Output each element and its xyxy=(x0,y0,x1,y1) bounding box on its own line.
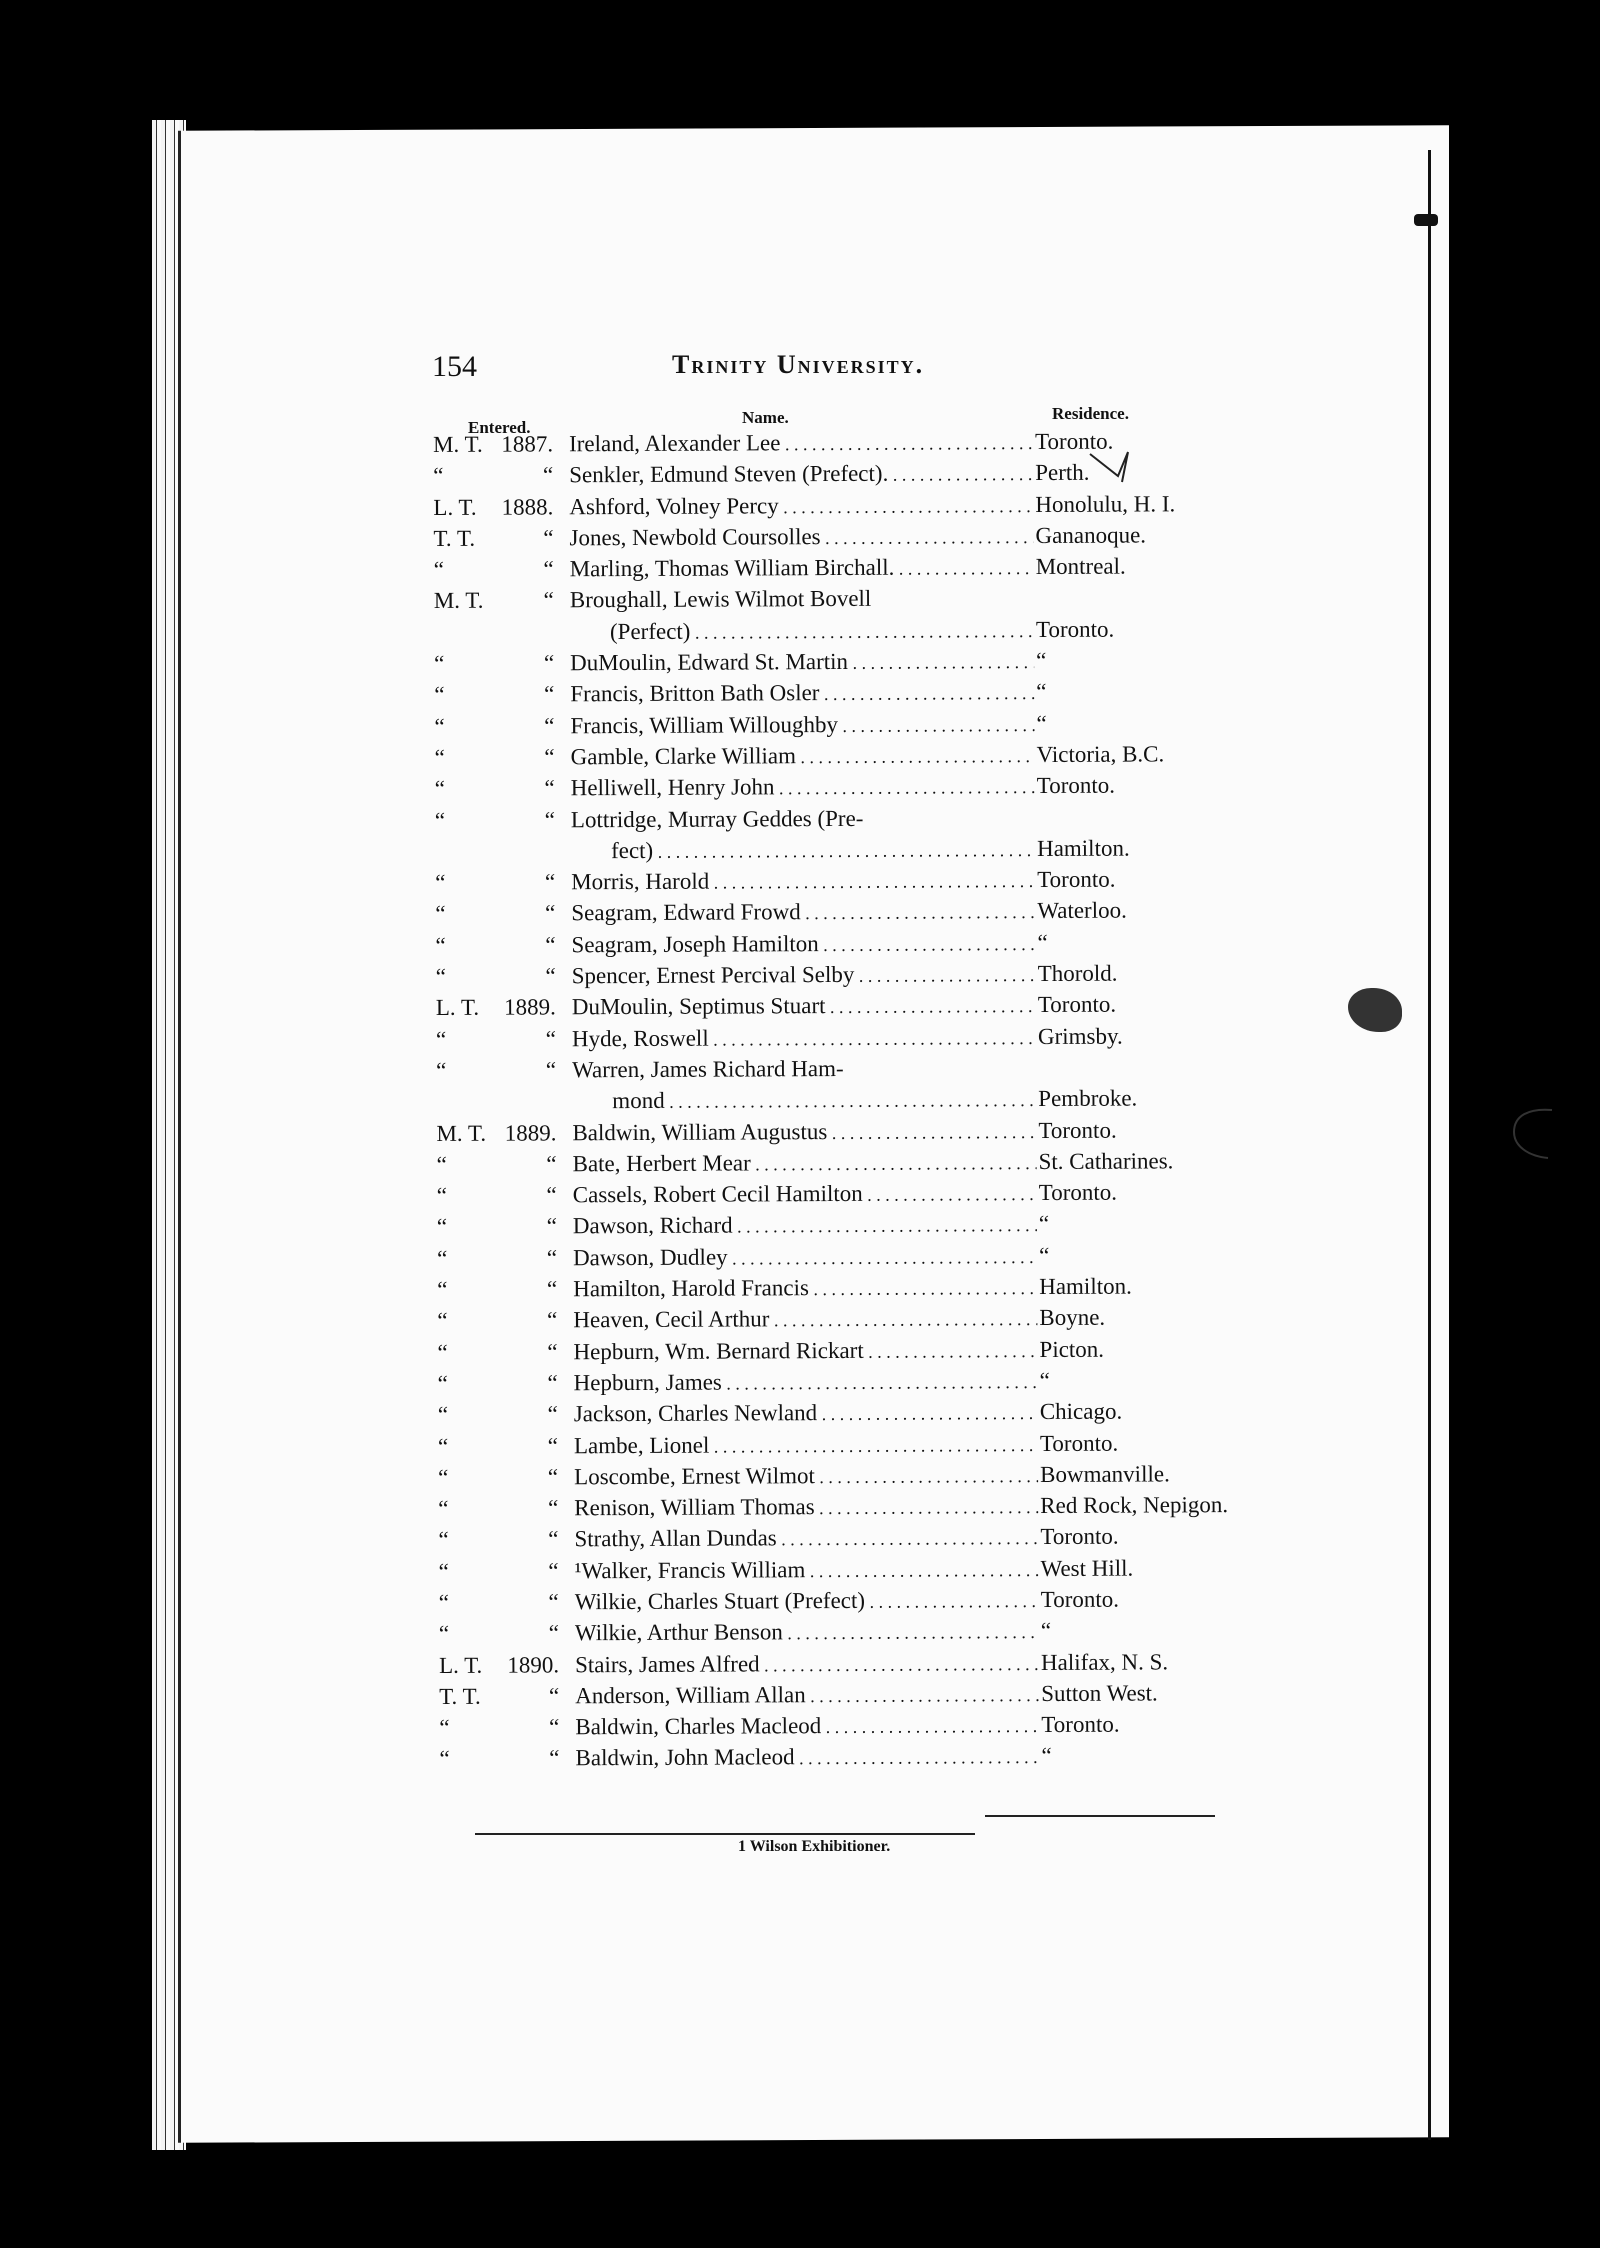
residence: Chicago. xyxy=(1039,1398,1123,1425)
student-name: Bate, Herbert Mear . . . xyxy=(573,1149,1037,1177)
entered-term: “ xyxy=(434,650,445,677)
table-row xyxy=(431,1680,1251,1715)
entered-term: “ xyxy=(439,1746,450,1772)
student-name: Marling, Thomas William Birchall. . . . xyxy=(570,554,1034,582)
entered-year: “ xyxy=(544,744,555,770)
entered-year: “ xyxy=(547,1464,559,1490)
entered-term: “ xyxy=(437,1308,448,1334)
residence: Toronto. xyxy=(1034,428,1114,455)
residence: Toronto. xyxy=(1040,1524,1119,1550)
table-row xyxy=(430,1367,1250,1402)
residence xyxy=(1035,824,1247,825)
table-row xyxy=(430,1461,1250,1496)
entered-term: “ xyxy=(435,1026,447,1052)
entered-year: “ xyxy=(547,1401,558,1427)
entered-term: T. T. xyxy=(439,1683,481,1709)
column-header-residence: Residence. xyxy=(1052,404,1129,423)
table-row xyxy=(430,1492,1250,1527)
table-row xyxy=(425,491,1245,526)
student-name: (Perfect) . . . xyxy=(570,617,1034,645)
entered-year: “ xyxy=(545,932,556,958)
entered-term: “ xyxy=(434,744,445,770)
residence: Thorold. xyxy=(1037,960,1118,987)
student-name: ¹Walker, Francis William . . . xyxy=(575,1556,1039,1584)
residence: Toronto. xyxy=(1038,1179,1118,1206)
student-name: Ashford, Volney Percy . . . xyxy=(569,492,1033,520)
table-row xyxy=(428,1117,1248,1152)
entered-term: “ xyxy=(437,1276,448,1302)
table-row xyxy=(426,710,1246,745)
residence: “ xyxy=(1036,710,1047,736)
entered-year: “ xyxy=(544,713,555,739)
student-name: Dawson, Richard . . . xyxy=(573,1211,1037,1239)
residence: “ xyxy=(1038,1211,1050,1237)
student-name: Hamilton, Harold Francis . . . xyxy=(573,1274,1037,1302)
student-name: Morris, Harold . . . xyxy=(571,867,1035,895)
residence: Montreal. xyxy=(1035,553,1126,580)
entered-term: “ xyxy=(436,1057,447,1083)
table-row xyxy=(430,1429,1250,1464)
entered-year: “ xyxy=(546,1182,557,1208)
residence xyxy=(1036,1074,1248,1075)
table-row xyxy=(431,1586,1251,1621)
entered-year: “ xyxy=(549,1745,560,1771)
student-name: Lambe, Lionel . . . xyxy=(574,1431,1038,1459)
student-name: DuMoulin, Edward St. Martin . . . xyxy=(570,648,1034,676)
entered-year: “ xyxy=(546,1213,557,1239)
table-row xyxy=(430,1398,1250,1433)
entered-term: “ xyxy=(436,1245,448,1271)
residence: Grimsby. xyxy=(1037,1023,1123,1049)
residence: West Hill. xyxy=(1040,1555,1134,1581)
entered-year: “ xyxy=(543,587,554,613)
entered-term: L. T. xyxy=(438,1652,483,1678)
residence: “ xyxy=(1036,679,1047,705)
residence: Toronto. xyxy=(1037,866,1116,893)
residence: Sutton West. xyxy=(1041,1680,1158,1706)
table-row xyxy=(431,1555,1251,1590)
entered-year: 1887. xyxy=(501,431,554,457)
entered-year: “ xyxy=(545,1026,557,1052)
residence: Waterloo. xyxy=(1037,898,1127,924)
table-row xyxy=(427,741,1247,776)
entered-term: “ xyxy=(435,870,446,896)
student-name: mond . . . xyxy=(572,1086,1036,1114)
entered-year: 1888. xyxy=(501,493,554,520)
entered-term: “ xyxy=(434,713,445,739)
table-row xyxy=(428,960,1248,995)
table-row xyxy=(426,647,1246,682)
student-name: fect) . . . xyxy=(571,836,1035,864)
entered-term: M. T. xyxy=(432,431,483,457)
student-name: Dawson, Dudley . . . xyxy=(573,1243,1037,1271)
table-row xyxy=(429,1273,1249,1308)
table-row xyxy=(426,678,1246,713)
student-name: Wilkie, Arthur Benson . . . xyxy=(575,1618,1039,1646)
student-name: Gamble, Clarke William . . . xyxy=(571,742,1035,770)
entered-term: “ xyxy=(436,1214,448,1240)
entered-term: “ xyxy=(438,1558,449,1584)
running-head: Trinity University. xyxy=(672,350,925,379)
entered-term: “ xyxy=(436,1183,448,1209)
entered-term: “ xyxy=(434,682,445,708)
residence: Honolulu, H. I. xyxy=(1035,490,1176,517)
residence: Toronto. xyxy=(1038,1117,1117,1143)
residence: St. Catharines. xyxy=(1038,1148,1174,1174)
table-row xyxy=(428,1054,1248,1089)
residence: Toronto. xyxy=(1039,1430,1119,1456)
entered-year: “ xyxy=(544,775,555,801)
entered-term: “ xyxy=(438,1464,449,1490)
student-name: Heaven, Cecil Arthur . . . xyxy=(573,1305,1037,1333)
footnote-rule-right xyxy=(985,1815,1215,1817)
entered-year: “ xyxy=(546,1245,558,1271)
student-name: Strathy, Allan Dundas . . . xyxy=(574,1524,1038,1552)
entered-year: “ xyxy=(548,1589,559,1615)
residence: Toronto. xyxy=(1040,1586,1120,1612)
entered-term: M. T. xyxy=(433,588,484,614)
entered-term: “ xyxy=(437,1370,448,1396)
entered-year: “ xyxy=(548,1620,559,1646)
student-name: Seagram, Joseph Hamilton . . . xyxy=(571,930,1035,958)
register-list xyxy=(425,428,1252,1778)
residence: “ xyxy=(1040,1618,1052,1644)
table-row xyxy=(427,772,1247,807)
residence: “ xyxy=(1038,1242,1050,1268)
residence xyxy=(1034,604,1246,605)
table-row xyxy=(427,897,1247,932)
entered-year: “ xyxy=(545,900,556,926)
entered-year: “ xyxy=(544,869,556,895)
student-name: Baldwin, William Augustus . . . xyxy=(572,1118,1036,1146)
entered-term: “ xyxy=(436,1151,447,1177)
table-row xyxy=(431,1649,1251,1684)
table-row xyxy=(427,929,1247,964)
entered-year: “ xyxy=(548,1526,559,1552)
pencil-scrawl xyxy=(1508,1106,1558,1166)
table-row xyxy=(429,1336,1249,1371)
entered-year: “ xyxy=(548,1683,560,1709)
footnote: 1 Wilson Exhibitioner. xyxy=(738,1838,891,1855)
residence: “ xyxy=(1041,1743,1052,1769)
entered-year: “ xyxy=(543,556,554,582)
residence: Bowmanville. xyxy=(1040,1461,1170,1487)
table-row xyxy=(429,1179,1249,1214)
entered-term: T. T. xyxy=(433,525,476,551)
entered-year: “ xyxy=(547,1338,558,1365)
entered-year: “ xyxy=(545,1057,557,1083)
residence: Toronto. xyxy=(1036,772,1116,799)
table-row xyxy=(425,522,1245,557)
table-row xyxy=(429,1210,1249,1245)
student-name: Jones, Newbold Coursolles . . . xyxy=(569,523,1033,551)
table-row xyxy=(428,991,1248,1026)
column-header-name: Name. xyxy=(742,408,789,427)
entered-term: “ xyxy=(438,1589,449,1615)
student-name: Seagram, Edward Frowd . . . xyxy=(571,898,1035,926)
student-name: Warren, James Richard Ham- xyxy=(572,1055,844,1083)
student-name: Ireland, Alexander Lee . . . xyxy=(569,429,1033,457)
entered-year: “ xyxy=(542,462,554,488)
table-row xyxy=(426,553,1246,588)
student-name: Baldwin, John Macleod . . . xyxy=(575,1743,1039,1771)
entered-year: “ xyxy=(543,525,554,551)
student-name: Francis, Britton Bath Osler . . . xyxy=(570,679,1034,707)
student-name: Hepburn, James . . . xyxy=(574,1368,1038,1396)
entered-year: “ xyxy=(547,1307,558,1333)
table-row xyxy=(429,1304,1249,1339)
residence: Hamilton. xyxy=(1039,1273,1132,1300)
residence: “ xyxy=(1037,929,1048,955)
student-name: DuMoulin, Septimus Stuart . . . xyxy=(572,992,1036,1020)
residence: Toronto. xyxy=(1037,991,1117,1018)
student-name: Renison, William Thomas . . . xyxy=(574,1493,1038,1521)
entered-year: “ xyxy=(546,1151,557,1177)
entered-term: M. T. xyxy=(436,1120,487,1146)
student-name: Hyde, Roswell . . . xyxy=(572,1024,1036,1052)
table-row xyxy=(429,1148,1249,1183)
residence: Gananoque. xyxy=(1035,522,1147,548)
entered-term: “ xyxy=(434,807,446,833)
table-row xyxy=(429,1242,1249,1277)
student-name: Spencer, Ernest Percival Selby . . . xyxy=(572,961,1036,989)
table-row xyxy=(431,1617,1251,1652)
entered-term: L. T. xyxy=(435,995,480,1021)
entered-term: “ xyxy=(435,901,446,927)
residence: Toronto. xyxy=(1035,616,1115,642)
residence: Picton. xyxy=(1039,1336,1105,1362)
residence: Red Rock, Nepigon. xyxy=(1040,1492,1229,1519)
entered-year: “ xyxy=(549,1714,560,1740)
table-row xyxy=(426,616,1246,651)
residence: “ xyxy=(1039,1367,1050,1393)
table-row xyxy=(431,1711,1251,1746)
student-name: Wilkie, Charles Stuart (Prefect) . . . xyxy=(575,1587,1039,1615)
entered-year: “ xyxy=(548,1558,559,1584)
student-name: Anderson, William Allan . . . xyxy=(575,1681,1039,1709)
entered-term: “ xyxy=(435,932,446,958)
footnote-rule xyxy=(475,1833,975,1835)
entered-term: “ xyxy=(437,1433,449,1459)
entered-year: 1890. xyxy=(507,1651,560,1678)
student-name: Broughall, Lewis Wilmot Bovell xyxy=(569,586,872,613)
entered-term: “ xyxy=(438,1621,450,1647)
entered-year: “ xyxy=(547,1495,559,1521)
entered-term: “ xyxy=(433,557,444,583)
residence: Toronto. xyxy=(1041,1711,1120,1738)
entered-year: “ xyxy=(543,650,555,676)
table-row xyxy=(428,1085,1248,1120)
table-row xyxy=(428,1023,1248,1058)
entered-term: “ xyxy=(438,1495,449,1522)
entered-year: “ xyxy=(545,963,556,989)
student-name: Baldwin, Charles Macleod . . . xyxy=(575,1712,1039,1740)
student-name: Senkler, Edmund Steven (Prefect). . . . xyxy=(569,460,1033,488)
pencil-tick-mark xyxy=(1088,446,1144,494)
residence: Halifax, N. S. xyxy=(1040,1648,1169,1675)
entered-term: “ xyxy=(439,1715,450,1741)
entered-term: “ xyxy=(434,776,446,802)
residence: “ xyxy=(1036,648,1047,674)
table-row xyxy=(426,584,1246,619)
residence: Pembroke. xyxy=(1038,1085,1138,1112)
entered-term: “ xyxy=(437,1339,448,1365)
entered-year: “ xyxy=(544,681,555,707)
table-row xyxy=(427,866,1247,901)
column-header-entered: Entered. xyxy=(468,418,531,437)
entered-year: 1889. xyxy=(504,1119,557,1146)
table-row xyxy=(430,1523,1250,1558)
entered-term: “ xyxy=(435,963,446,990)
table-row xyxy=(427,804,1247,839)
entered-year: “ xyxy=(546,1276,558,1302)
student-name: Stairs, James Alfred . . . xyxy=(575,1650,1039,1678)
entered-year: “ xyxy=(547,1432,559,1458)
student-name: Jackson, Charles Newland . . . xyxy=(574,1399,1038,1427)
student-name: Francis, William Willoughby . . . xyxy=(570,711,1034,739)
residence: Victoria, B.C. xyxy=(1036,741,1165,767)
entered-term: “ xyxy=(438,1527,449,1553)
entered-term: “ xyxy=(437,1402,449,1428)
student-name: Loscombe, Ernest Wilmot . . . xyxy=(574,1462,1038,1490)
page-number: 154 xyxy=(432,350,477,383)
entered-term: “ xyxy=(433,463,444,489)
table-row xyxy=(427,835,1247,870)
student-name: Lottridge, Murray Geddes (Pre- xyxy=(570,805,864,832)
residence: Hamilton. xyxy=(1036,835,1130,861)
entered-year: “ xyxy=(547,1370,558,1396)
entered-year: 1889. xyxy=(504,994,556,1020)
entered-term: L. T. xyxy=(433,494,477,520)
student-name: Helliwell, Henry John . . . xyxy=(571,773,1035,801)
residence: Boyne. xyxy=(1039,1304,1106,1331)
student-name: Cassels, Robert Cecil Hamilton . . . xyxy=(573,1180,1037,1208)
residence: Perth. xyxy=(1035,460,1090,486)
student-name: Hepburn, Wm. Bernard Rickart . . . xyxy=(573,1337,1037,1365)
entered-year: “ xyxy=(544,806,555,832)
table-row xyxy=(431,1742,1251,1777)
